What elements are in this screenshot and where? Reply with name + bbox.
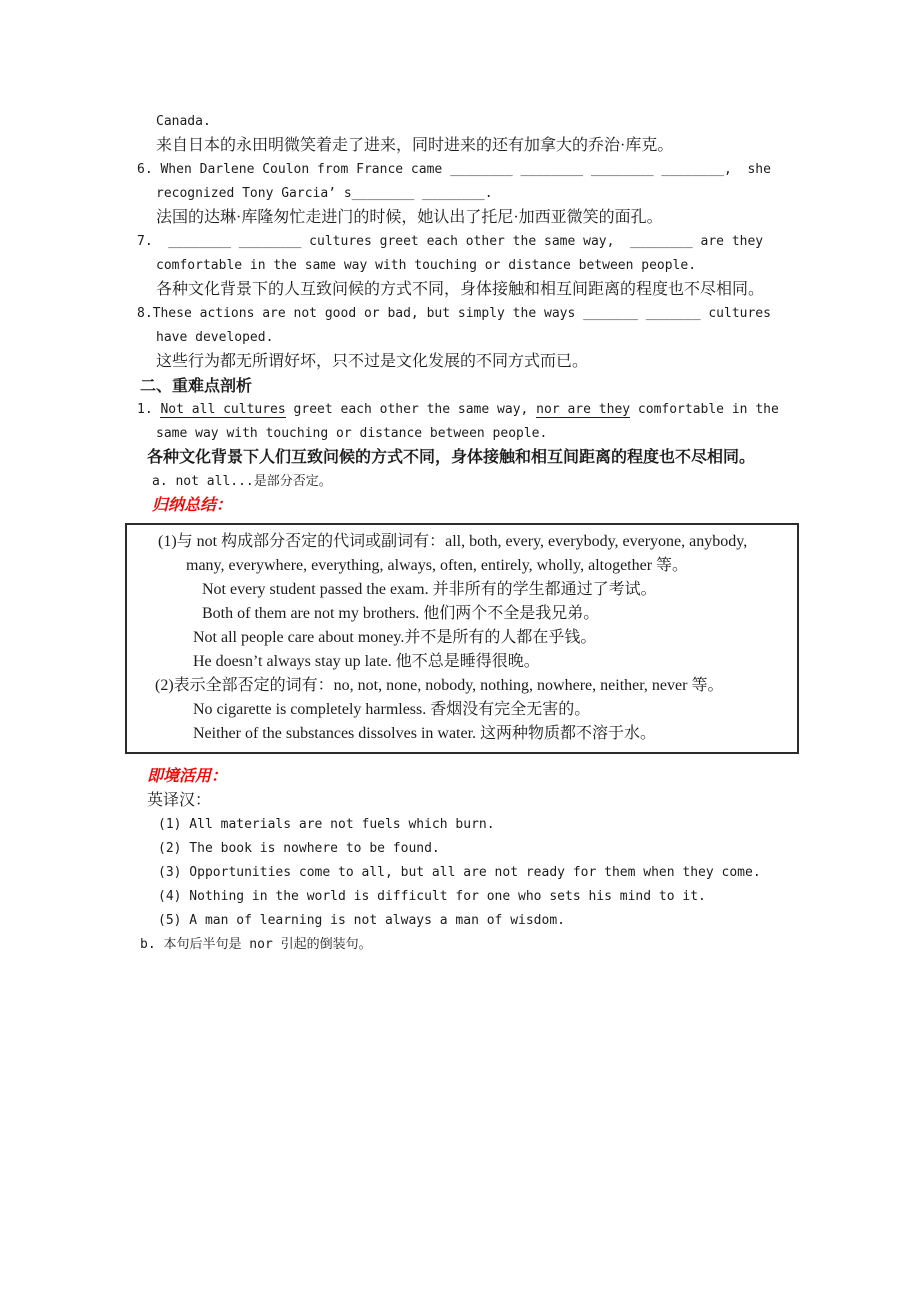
analysis-item-b: b. 本句后半句是 nor 引起的倒装句。 (140, 937, 372, 952)
rule-2: (2)表示全部否定的词有：no, not, none, nobody, nothing, nowhere, neither, never 等。 (155, 677, 724, 694)
practice-label: 即境活用： (147, 768, 228, 785)
list-item-8: 8.These actions are not good or bad, but simply the ways _______ _______ cultures (137, 306, 771, 321)
text-segment: greet each other the same way, (285, 402, 537, 417)
text-line: 法国的达琳·库隆匆忙走进门的时候，她认出了托尼·加西亚微笑的面孔。 (156, 209, 663, 226)
example-line: No cigarette is completely harmless. 香烟没有完全无害的。 (193, 701, 591, 718)
summary-box (125, 523, 799, 754)
list-item-7: 7. ________ ________ cultures greet each other the same way, ________ are they (137, 234, 764, 249)
text-line: have developed. (156, 330, 274, 345)
practice-item-2: (2) The book is nowhere to be found. (158, 841, 440, 856)
text-line: same way with touching or distance between people. (156, 426, 548, 441)
fill-in-exercise-section (0, 110, 920, 518)
translate-label: 英译汉： (147, 792, 212, 809)
text-line: 来自日本的永田明微笑着走了进来，同时进来的还有加拿大的乔治·库克。 (156, 137, 674, 154)
example-line: Both of them are not my brothers. 他们两个不全是我兄弟。 (202, 605, 600, 622)
text-line: recognized Tony Garcia’ s________ ________. (156, 186, 493, 201)
text-line: Canada. (156, 114, 211, 129)
text-line: 各种文化背景下人们互致问候的方式不同，身体接触和相互间距离的程度也不尽相同。 (147, 449, 756, 466)
rule-1-cont: many, everywhere, everything, always, often, entirely, wholly, altogether 等。 (186, 557, 689, 574)
practice-item-4: (4) Nothing in the world is difficult for one who sets his mind to it. (158, 889, 706, 904)
rule-1: (1)与 not 构成部分否定的代词或副词有：all, both, every, everybody, everyone, anybody, (158, 533, 748, 550)
summary-label: 归纳总结： (152, 497, 233, 514)
underlined-phrase: Not all cultures (160, 402, 286, 417)
underlined-phrase: nor are they (536, 402, 631, 417)
example-line: Not every student passed the exam. 并非所有的学生都通过了考试。 (202, 581, 657, 598)
example-line: Not all people care about money.并不是所有的人都在乎钱。 (193, 629, 597, 646)
example-line: He doesn’t always stay up late. 他不总是睡得很晚。 (193, 653, 540, 670)
practice-section (0, 765, 920, 957)
section-2-heading: 二、重难点剖析 (140, 376, 253, 395)
text-line: 各种文化背景下的人互致问候的方式不同，身体接触和相互间距离的程度也不尽相同。 (156, 281, 765, 298)
practice-item-3: (3) Opportunities come to all, but all are not ready for them when they come. (158, 865, 761, 880)
text-line: 这些行为都无所谓好坏，只不过是文化发展的不同方式而已。 (156, 353, 589, 370)
list-item-6: 6. When Darlene Coulon from France came ________ ________ ________ ________, she (137, 162, 771, 177)
example-line: Neither of the substances dissolves in water. 这两种物质都不溶于水。 (193, 725, 657, 742)
text-line: comfortable in the same way with touching or distance between people. (156, 258, 697, 273)
text-segment: comfortable in the (630, 402, 779, 417)
document-content (0, 110, 920, 957)
practice-item-5: (5) A man of learning is not always a man of wisdom. (158, 913, 565, 928)
analysis-item-1 (0, 398, 920, 422)
text-segment: 1. (137, 402, 161, 417)
text-line: a. not all...是部分否定。 (152, 474, 332, 489)
practice-item-1: (1) All materials are not fuels which burn. (158, 817, 495, 832)
